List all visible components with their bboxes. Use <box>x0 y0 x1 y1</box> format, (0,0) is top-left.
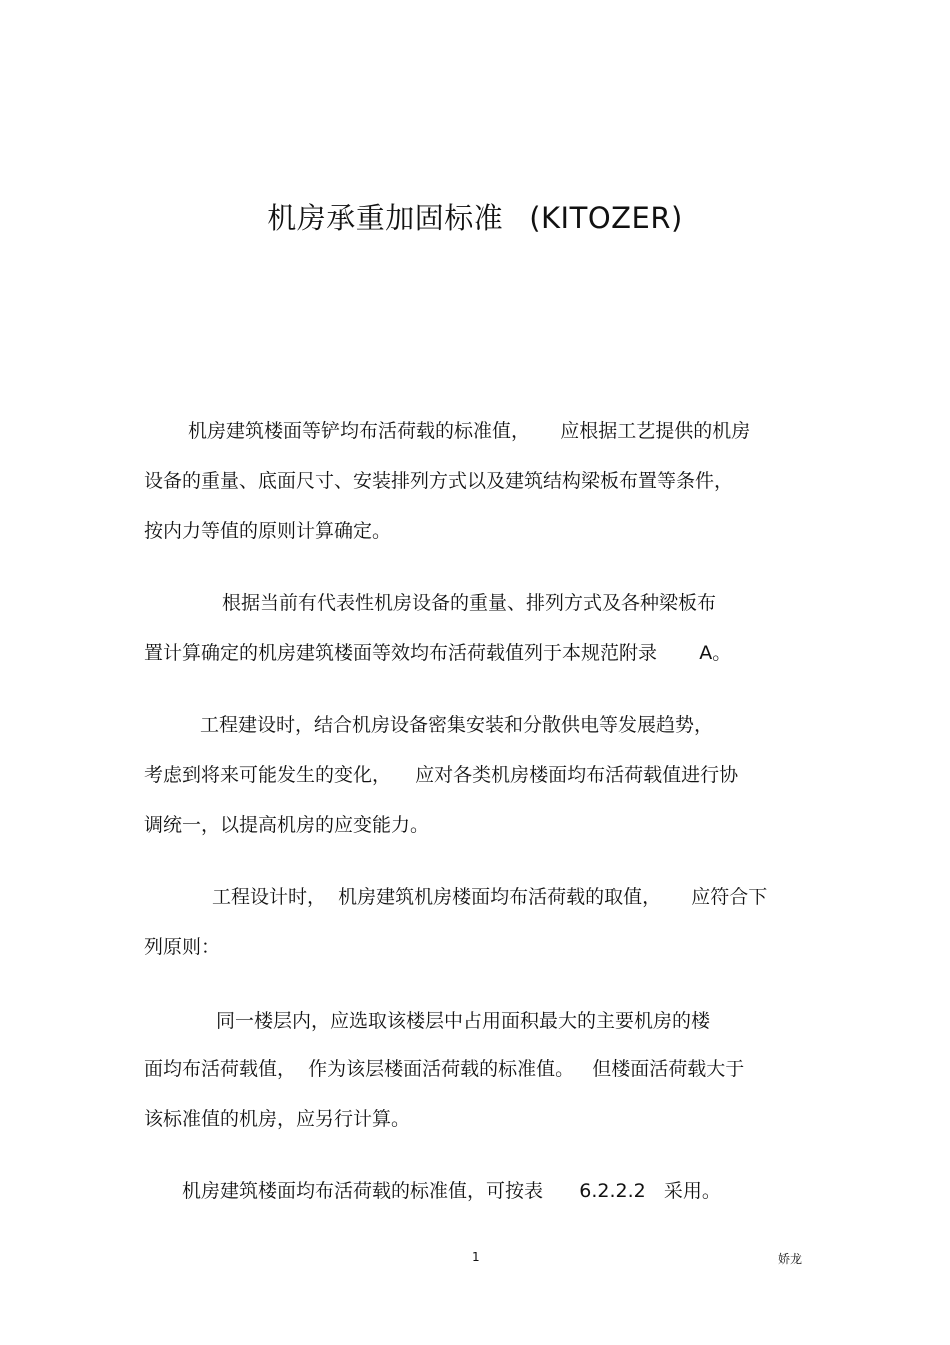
title-chinese: 机房承重加固标准 <box>267 201 504 235</box>
paragraph-4-line-1: 工程设计时， 机房建筑机房楼面均布活荷载的取值， 应符合下 <box>212 886 768 908</box>
paragraph-2-line-2: 置计算确定的机房建筑楼面等效均布活荷载值列于本规范附录 A。 <box>144 642 732 664</box>
paragraph-5-line-1: 同一楼层内，应选取该楼层中占用面积最大的主要机房的楼 <box>216 1010 711 1032</box>
paragraph-2-line-1: 根据当前有代表性机房设备的重量、排列方式及各种梁板布 <box>222 592 717 614</box>
page-number: 1 <box>472 1250 480 1264</box>
paragraph-1-line-2: 设备的重量、底面尺寸、安装排列方式以及建筑结构梁板布置等条件， <box>144 470 734 492</box>
footer-author: 娇龙 <box>778 1252 803 1266</box>
paragraph-3-line-2: 考虑到将来可能发生的变化， 应对各类机房楼面均布活荷载值进行协 <box>144 764 739 786</box>
paragraph-5-line-3: 该标准值的机房，应另行计算。 <box>144 1108 411 1130</box>
paragraph-1-line-3: 按内力等值的原则计算确定。 <box>144 520 392 542</box>
paragraph-5-line-2: 面均布活荷载值， 作为该层楼面活荷载的标准值。 但楼面活荷载大于 <box>144 1058 745 1080</box>
title-english: (KITOZER) <box>529 201 683 235</box>
paragraph-1-line-1: 机房建筑楼面等铲均布活荷载的标准值， 应根据工艺提供的机房 <box>188 420 751 442</box>
paragraph-3-line-1: 工程建设时，结合机房设备密集安装和分散供电等发展趋势， <box>200 714 714 736</box>
paragraph-6-line-1: 机房建筑楼面均布活荷载的标准值，可按表 6.2.2.2 采用。 <box>182 1180 721 1202</box>
paragraph-3-line-3: 调统一，以提高机房的应变能力。 <box>144 814 430 836</box>
paragraph-4-line-2: 列原则： <box>144 936 221 958</box>
page-title <box>0 196 950 237</box>
